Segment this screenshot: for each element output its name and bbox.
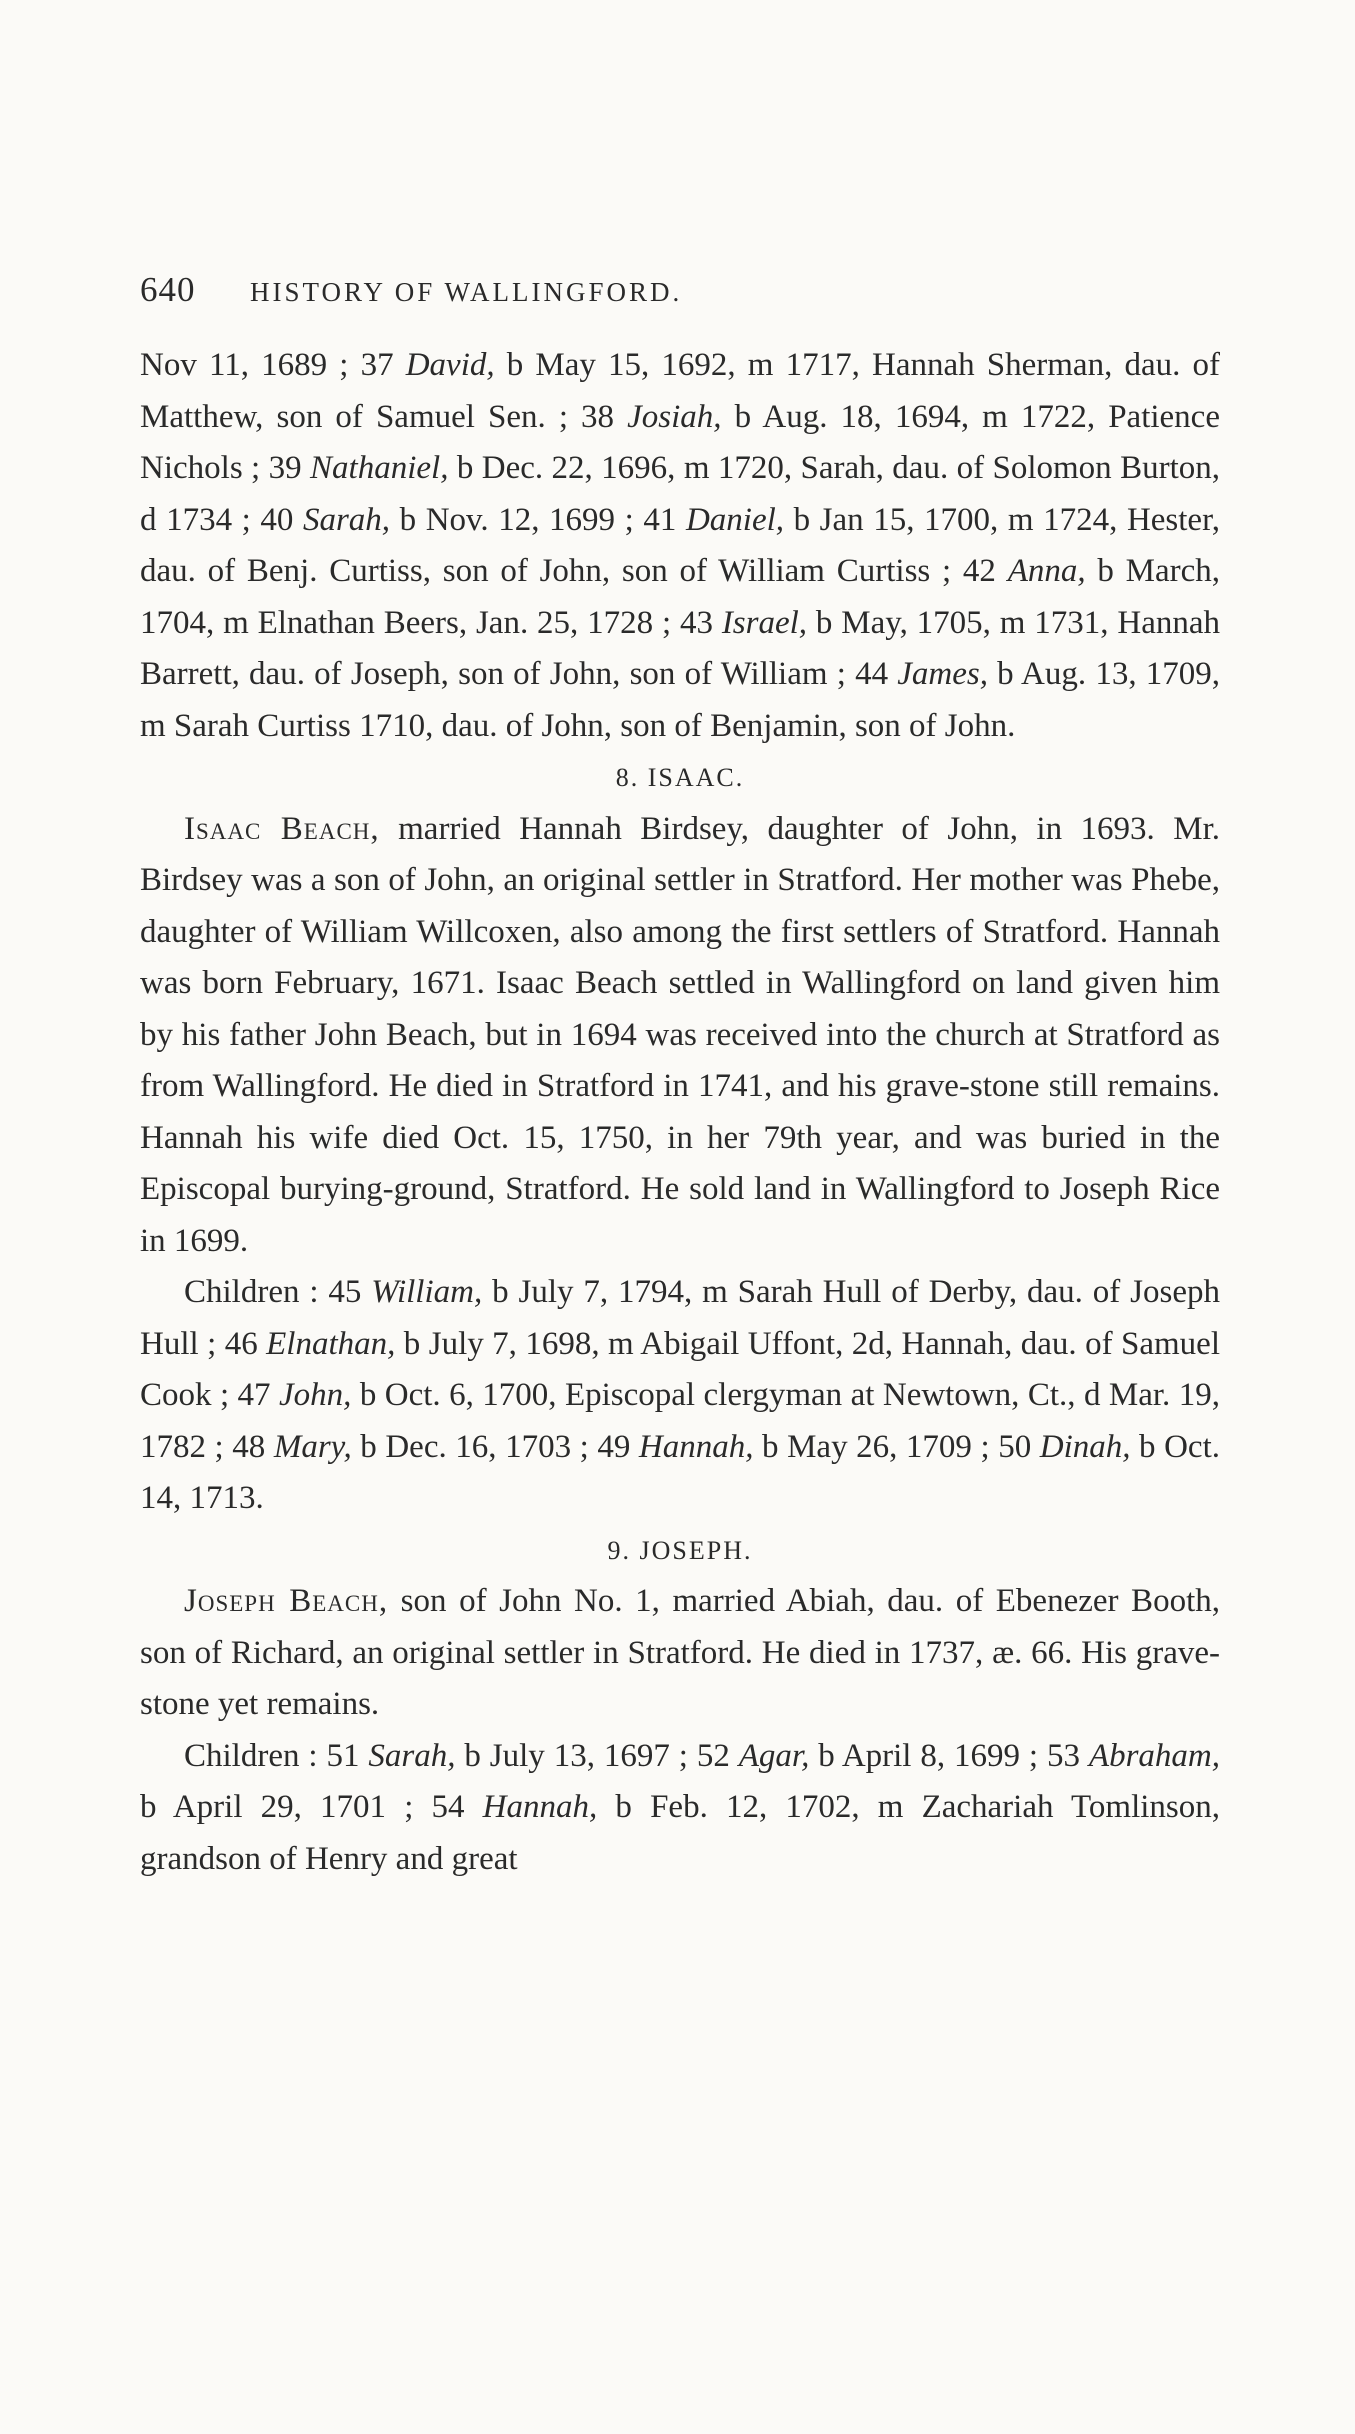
text-run: Children : 51 [184,1737,369,1774]
italic-name: John, [278,1377,352,1413]
paragraph-children-list-continued [140,340,1220,752]
italic-name: David, [405,347,495,383]
paragraph-joseph-children [140,1731,1220,1886]
paragraph-isaac-children [140,1267,1220,1525]
italic-name: Agar, [738,1737,810,1774]
running-title: HISTORY OF WALLINGFORD. [250,277,683,307]
book-page [140,270,1220,1885]
text-run: b Oct. 6, 1700, Episcopal clergyman at Newtown, Ct., d Mar. 19, 1782 ; 48 [140,1377,1220,1465]
text-run: b July 7, 1794, m Sarah Hull of Derby, dau. of Joseph Hull ; 46 [140,1274,1220,1362]
italic-name: Hannah, [638,1428,754,1465]
paragraph-joseph-beach [140,1576,1220,1731]
running-head [140,270,1220,330]
italic-name: Daniel, [685,501,785,538]
italic-name: Mary, [273,1428,352,1465]
text-run: b May, 1705, m 1731, Hannah Barrett, dau. of Joseph, son of John, son of William ; 44 [140,604,1220,692]
text-run: b April 8, 1699 ; 53 [809,1737,1089,1774]
text-run: b Aug. 13, 1709, m Sarah Curtiss 1710, dau. of John, son of Benjamin, son of John. [140,656,1221,744]
paragraph-isaac-beach [140,804,1220,1268]
text-run: b April 29, 1701 ; 54 [140,1789,483,1825]
italic-name: Josiah, [627,398,722,435]
text-run: b Nov. 12, 1699 ; 41 [390,501,686,538]
section-heading-joseph: 9. JOSEPH. [607,1535,753,1565]
italic-name: James, [897,656,988,692]
text-run: b Dec. 16, 1703 ; 49 [351,1428,639,1465]
italic-name: Nathaniel, [310,450,449,486]
italic-name: Elnathan, [266,1325,396,1362]
italic-name: Hannah, [482,1789,598,1825]
text-run: son of John No. 1, married Abiah, dau. of Ebenezer Booth, son of Richard, an original settler in Stratford. He died in 1737, æ. 66. His grave-stone yet remains. [140,1583,1220,1722]
italic-name: Abraham, [1088,1737,1221,1774]
text-run: b May 15, 1692, m 1717, Hannah Sherman, dau. of Matthew, son of Samuel Sen. ; 38 [140,347,1220,435]
italic-name: Dinah, [1039,1428,1131,1465]
text-run: b Jan 15, 1700, m 1724, Hester, dau. of Benj. Curtiss, son of John, son of William Curtiss ; 42 [140,501,1220,589]
text-run: b Dec. 22, 1696, m 1720, Sarah, dau. of Solomon Burton, d 1734 ; 40 [140,450,1220,538]
small-caps-name: Joseph Beach, [184,1583,389,1619]
text-run: Nov 11, 1689 ; 37 [140,347,406,383]
page-number: 640 [140,270,196,309]
italic-name: Anna, [1007,553,1086,589]
text-run: b Aug. 18, 1694, m 1722, Patience Nichols ; 39 [140,398,1220,486]
text-run: Children : 45 [184,1274,372,1310]
text-run: b March, 1704, m Elnathan Beers, Jan. 25, 1728 ; 43 [140,553,1220,641]
italic-name: Sarah, [302,501,391,538]
text-run: b Feb. 12, 1702, m Zachariah Tomlinson, grandson of Henry and great [140,1789,1220,1877]
section-heading-isaac: 8. ISAAC. [615,763,745,792]
italic-name: Israel, [721,604,808,641]
text-run: b May 26, 1709 ; 50 [753,1428,1040,1465]
italic-name: William, [371,1274,483,1310]
text-run: b July 13, 1697 ; 52 [455,1737,739,1774]
text-run: b Oct. 14, 1713. [140,1428,1220,1516]
small-caps-name: Isaac Beach, [184,810,380,847]
text-run: b July 7, 1698, m Abigail Uffont, 2d, Hannah, dau. of Samuel Cook ; 47 [140,1325,1220,1413]
text-run: married Hannah Birdsey, daughter of John, in 1693. Mr. Birdsey was a son of John, an original settler in Stratford. Her mother was Phebe, daughter of William Willcoxen, also among the first settlers of Stratford. Hannah was born February, 1671. Isaac Beach settled in Wallingford on land given him by his father John Beach, but in 1694 was received into the church at Stratford as from Wallingford. He died in Stratford in 1741, and his grave-stone still remains. Hannah his wife died Oct. 15, 1750, in her 79th year, and was buried in the Episcopal burying-ground, Stratford. He sold land in Wallingford to Joseph Rice in 1699. [140,810,1220,1259]
italic-name: Sarah, [368,1737,456,1774]
